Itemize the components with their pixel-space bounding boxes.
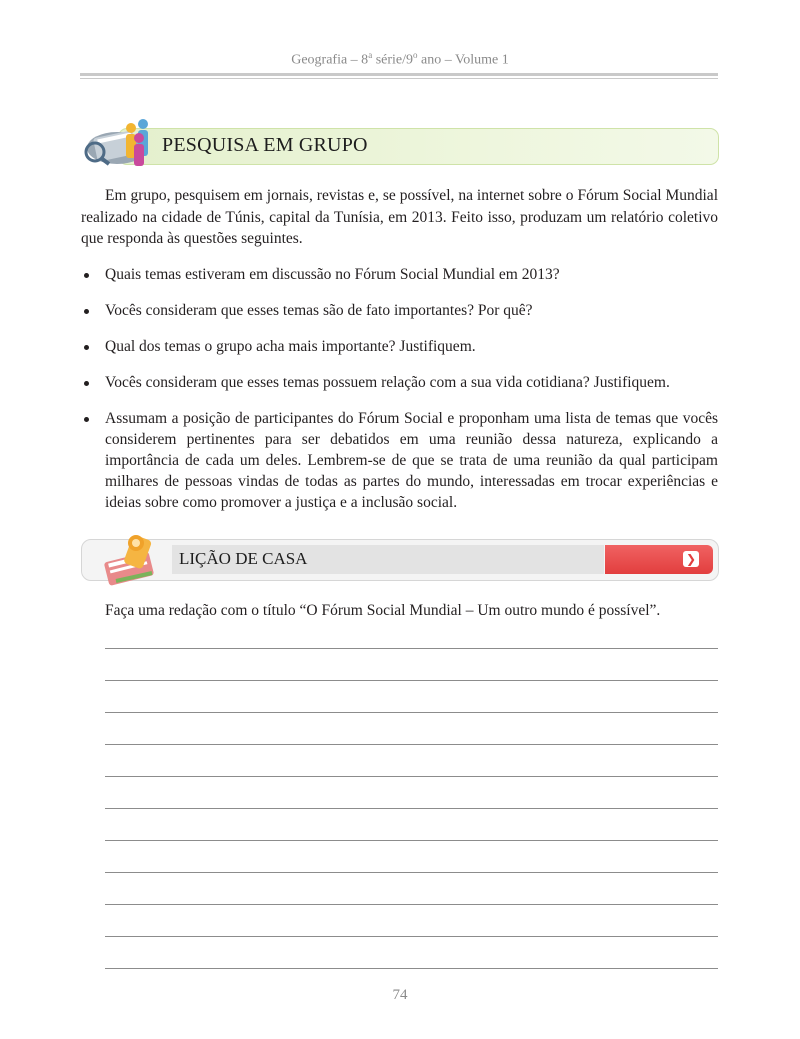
homework-icon [98,531,168,587]
group-research-icon [79,114,165,172]
question-item: Vocês consideram que esses temas possuem relação com a sua vida cotidiana? Justifiquem. [81,372,718,393]
writing-line [105,936,718,937]
section-title: PESQUISA EM GRUPO [162,134,368,156]
question-list [81,264,718,528]
running-header: Geografia – 8$^a$ série/9$^o$ ano – Volume 1 [291,50,509,68]
writing-line [105,744,718,745]
writing-line [105,840,718,841]
homework-task: Faça uma redação com o título “O Fórum Social Mundial – Um outro mundo é possível”. [105,602,661,619]
question-item: Assumam a posição de participantes do Fórum Social e proponham uma lista de temas que vocês considerem pertinentes para ser debatidos em uma reunião dessa natureza, explicando a importância de cada um deles. Lembrem-se de que se trata de uma reunião da qual participam milhares de pessoas vindas de todas as partes do mundo, interessadas em trocar experiências e ideias sobre como promover a justiça e a inclusão social. [81,408,718,513]
question-item: Qual dos temas o grupo acha mais importante? Justifiquem. [81,336,718,357]
question-item: Vocês consideram que esses temas são de fato importantes? Por quê? [81,300,718,321]
writing-line [105,872,718,873]
writing-line [105,808,718,809]
section-title: LIÇÃO DE CASA [179,549,308,568]
writing-line [105,776,718,777]
writing-line [105,968,718,969]
writing-line [105,904,718,905]
writing-line [105,712,718,713]
header-rule-thin [80,78,718,79]
chevron-right-icon: ❯ [683,551,699,567]
intro-paragraph: Em grupo, pesquisem em jornais, revistas e, se possível, na internet sobre o Fórum Social Mundial realizado na cidade de Túnis, capital da Tunísia, em 2013. Feito isso, produzam um relatório coletivo que responda às questões seguintes. [81,187,718,247]
page-number: 74 [392,987,408,1003]
header-rule [80,73,718,76]
writing-line [105,680,718,681]
writing-line [105,648,718,649]
question-item: Quais temas estiveram em discussão no Fórum Social Mundial em 2013? [81,264,718,285]
